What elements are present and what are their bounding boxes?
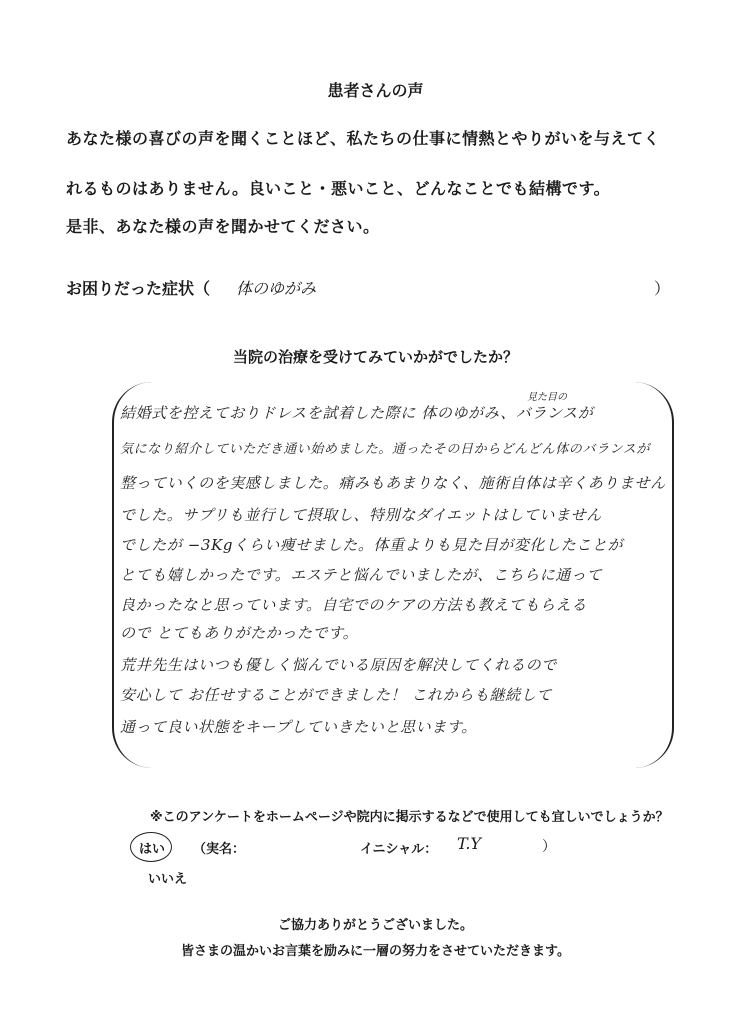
answer-line: ので とてもありがたかったです。 — [120, 624, 359, 642]
intro-line-1: あなた様の喜びの声を聞くことほど、私たちの仕事に情熱とやりがいを与えてく — [66, 129, 661, 148]
initial-close-paren: ） — [542, 839, 556, 855]
consent-yes-option[interactable]: はい — [139, 842, 166, 857]
handwritten-annotation: 見た目の — [527, 392, 567, 403]
answer-line: 気になり紹介していただき通い始めました。通ったその日からどんどん体のバランスが — [120, 442, 651, 457]
answer-line: とても嬉しかったです。エステと悩んでいましたが、こちらに通って — [120, 566, 603, 584]
initial-value: T.Y — [457, 834, 481, 853]
answer-line: 良かったなと思っています。自宅でのケアの方法も教えてもらえる — [120, 596, 587, 614]
answer-line: でしたが −3Kgくらい痩せました。体重よりも見た目が変化したことが — [120, 536, 624, 554]
thanks-line-1: ご協力ありがとうございました。 — [277, 918, 473, 933]
answer-line: 荒井先生はいつも優しく悩んでいる原因を解決してくれるので — [120, 656, 557, 674]
answer-line: 結婚式を控えておりドレスを試着した際に 体のゆがみ、バランスが — [120, 404, 594, 422]
symptom-value: 体のゆがみ — [236, 279, 317, 298]
consent-no-option[interactable]: いいえ — [148, 872, 188, 887]
initial-label: イニシャル： — [360, 842, 438, 857]
intro-line-3: 是非、あなた様の声を聞かせてください。 — [66, 217, 380, 236]
survey-question: 当院の治療を受けてみていかがでしたか？ — [232, 348, 518, 366]
answer-line: でした。サプリも並行して摂取し、特別なダイエットはしていません — [120, 506, 602, 524]
symptom-label: お困りだった症状（ — [66, 279, 211, 298]
answer-line: 整っていくのを実感しました。痛みもあまりなく、施術自体は辛くありません — [120, 474, 666, 492]
answer-line: 安心して お任せすることができました！ これからも継続して — [120, 686, 552, 704]
page-title: 患者さんの声 — [327, 81, 424, 100]
consent-question: ※このアンケートをホームページや院内に掲示するなどで使用しても宜しいでしょうか？ — [150, 810, 669, 825]
answer-line: 通って良い状態をキープしていきたいと思います。 — [120, 718, 477, 736]
intro-line-2: れるものはありません。良いこと・悪いこと、どんなことでも結構です。 — [66, 179, 611, 198]
thanks-line-2: 皆さまの温かいお言葉を励みに一層の努力をさせていただきます。 — [181, 944, 570, 959]
symptom-close-paren: ） — [654, 279, 671, 298]
real-name-label: （実名： — [193, 842, 246, 857]
